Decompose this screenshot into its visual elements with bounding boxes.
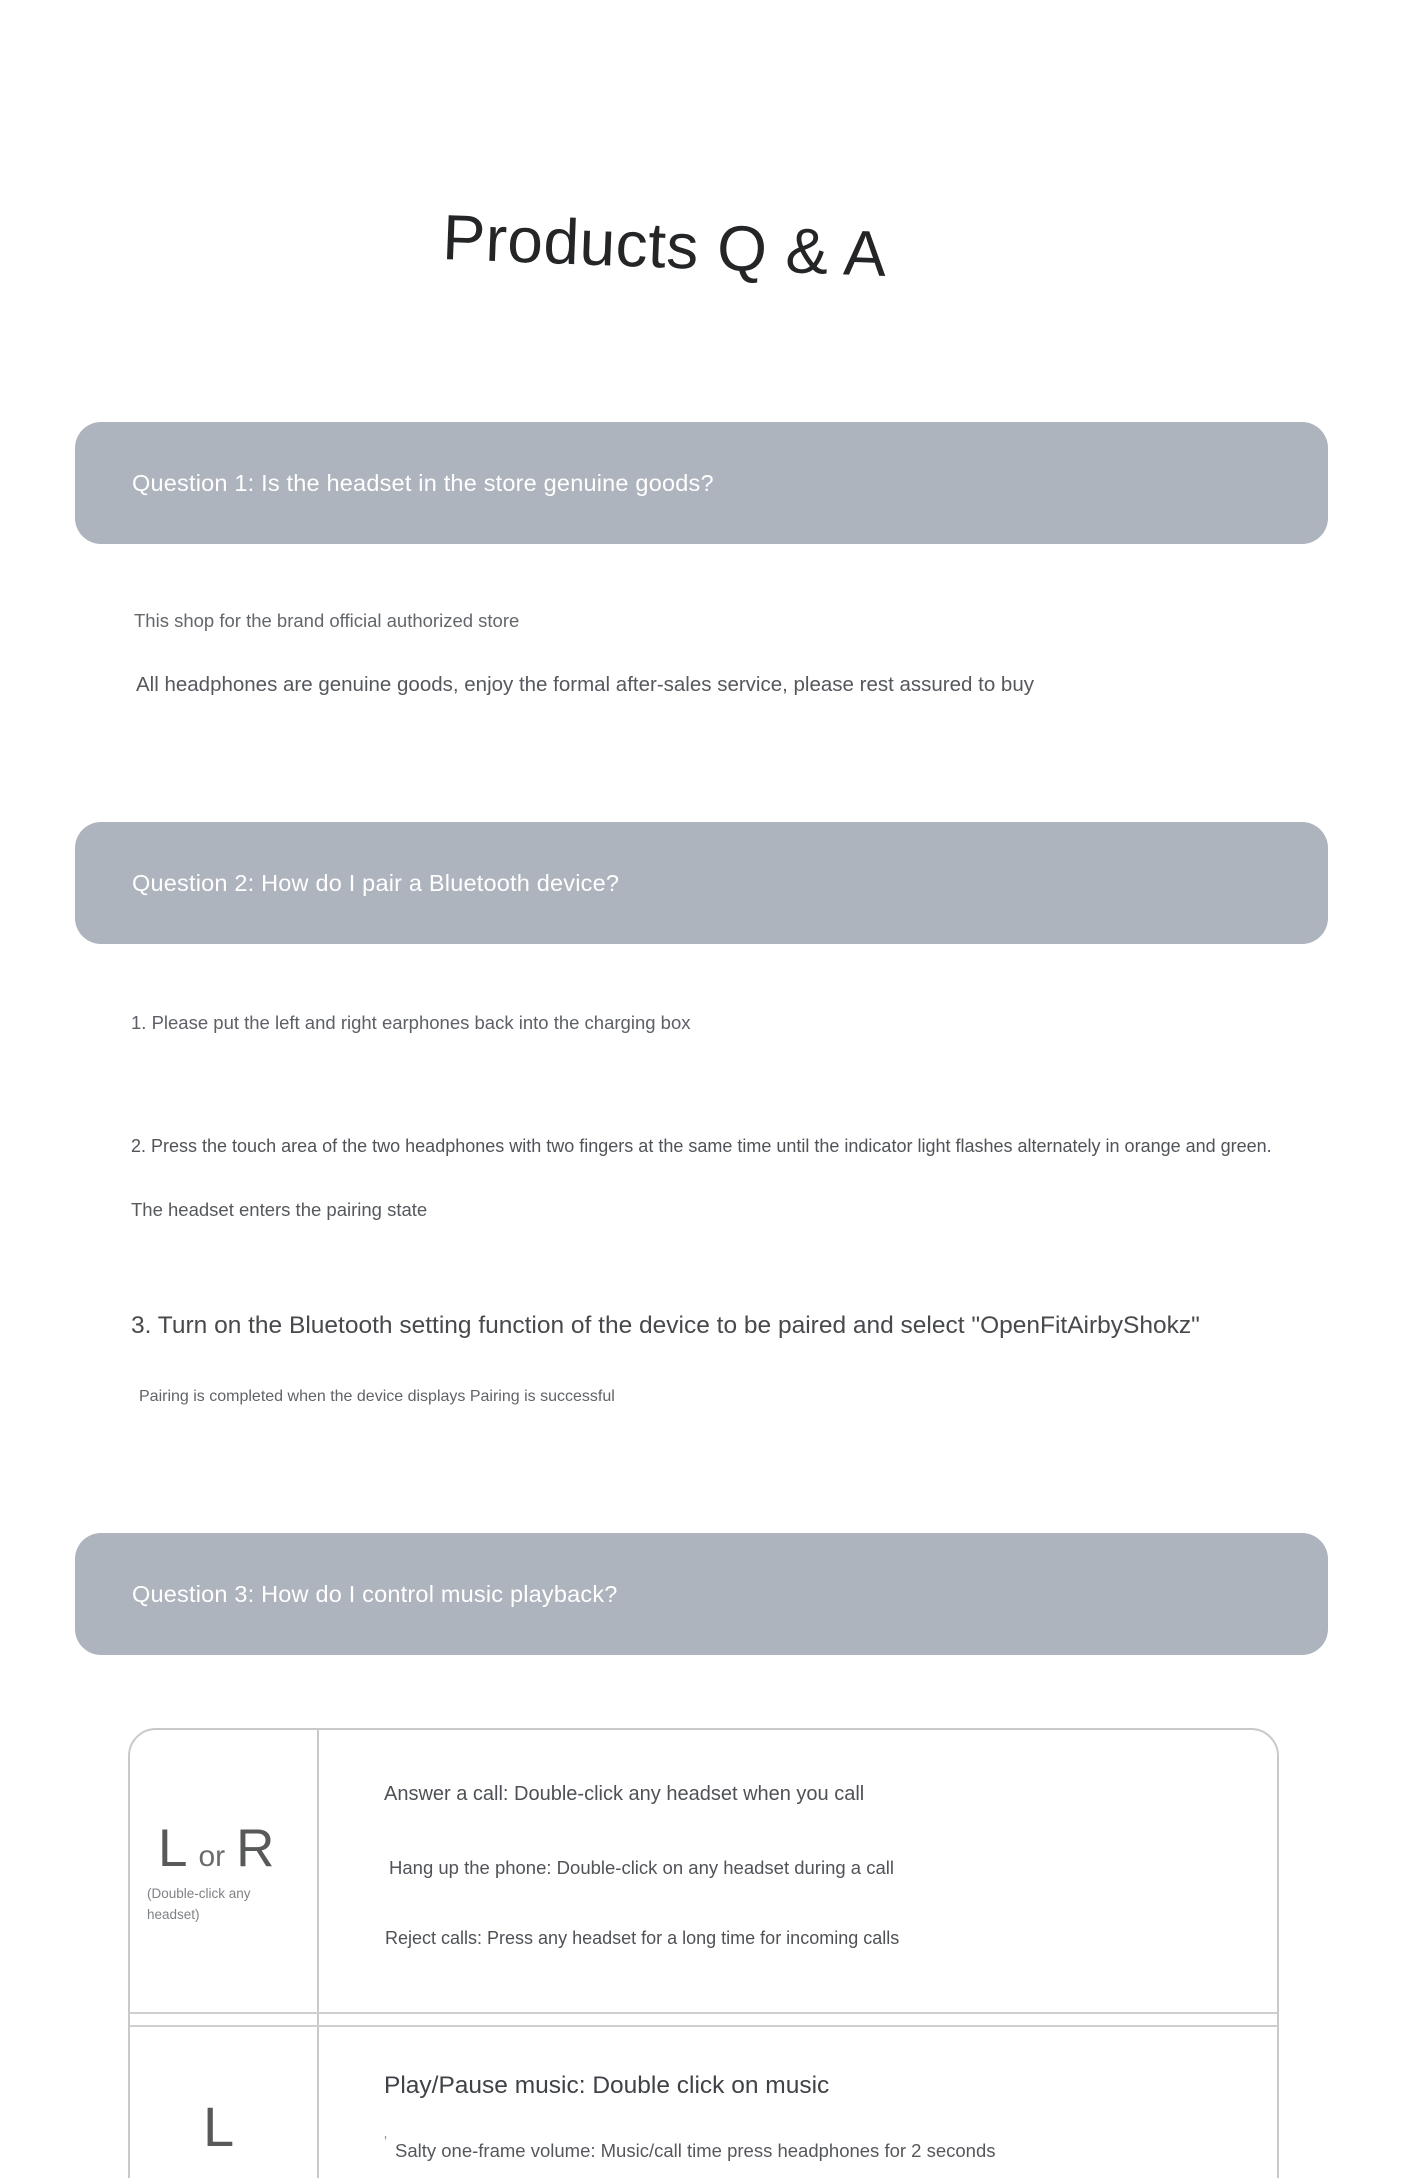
page-title: Products Q & A <box>441 200 889 291</box>
button-note: (Double-click any headset) <box>147 1886 251 1922</box>
volume-text: Salty one-frame volume: Music/call time press headphones for 2 seconds <box>395 2140 996 2161</box>
table-row-divider <box>130 2012 1277 2014</box>
table-row-divider <box>130 2025 1277 2027</box>
hang-up-text: Hang up the phone: Double-click on any headset during a call <box>389 1857 894 1878</box>
left-earbud-label: L <box>158 1819 188 1878</box>
reject-calls-text: Reject calls: Press any headset for a long time for incoming calls <box>385 1928 900 1948</box>
q1-authorized-store-text: This shop for the brand official authorized store <box>134 610 520 631</box>
stray-tick-mark: ' <box>384 2134 388 2151</box>
question-1-banner-label: Question 1: Is the headset in the store genuine goods? <box>132 469 714 496</box>
pairing-step-2-text: 2. Press the touch area of the two headphones with two fingers at the same time until the indicator light flashes alternately in orange and green. <box>131 1136 1272 1156</box>
right-earbud-label: R <box>236 1819 275 1878</box>
question-2-banner <box>75 822 1328 944</box>
question-3-banner-label: Question 3: How do I control music playback? <box>132 1580 618 1607</box>
button-cell-l-or-r <box>158 1818 274 1879</box>
or-label: or <box>198 1840 226 1873</box>
q1-genuine-goods-text: All headphones are genuine goods, enjoy the formal after-sales service, please rest assured to buy <box>136 673 1034 696</box>
question-2-banner-label: Question 2: How do I pair a Bluetooth device? <box>132 869 620 896</box>
pairing-success-text: Pairing is completed when the device displays Pairing is successful <box>139 1388 615 1405</box>
left-earbud-cell-label: L <box>203 2095 235 2158</box>
play-pause-text: Play/Pause music: Double click on music <box>384 2072 830 2099</box>
answer-call-text: Answer a call: Double-click any headset when you call <box>384 1783 865 1805</box>
pairing-state-text: The headset enters the pairing state <box>131 1199 428 1220</box>
question-3-banner <box>75 1533 1328 1655</box>
pairing-step-1-text: 1. Please put the left and right earphones back into the charging box <box>131 1012 691 1033</box>
question-1-banner <box>75 422 1328 544</box>
pairing-step-3-text: 3. Turn on the Bluetooth setting function of the device to be paired and select "OpenFitAirbyShokz" <box>131 1312 1200 1339</box>
table-column-divider <box>317 1730 319 2178</box>
